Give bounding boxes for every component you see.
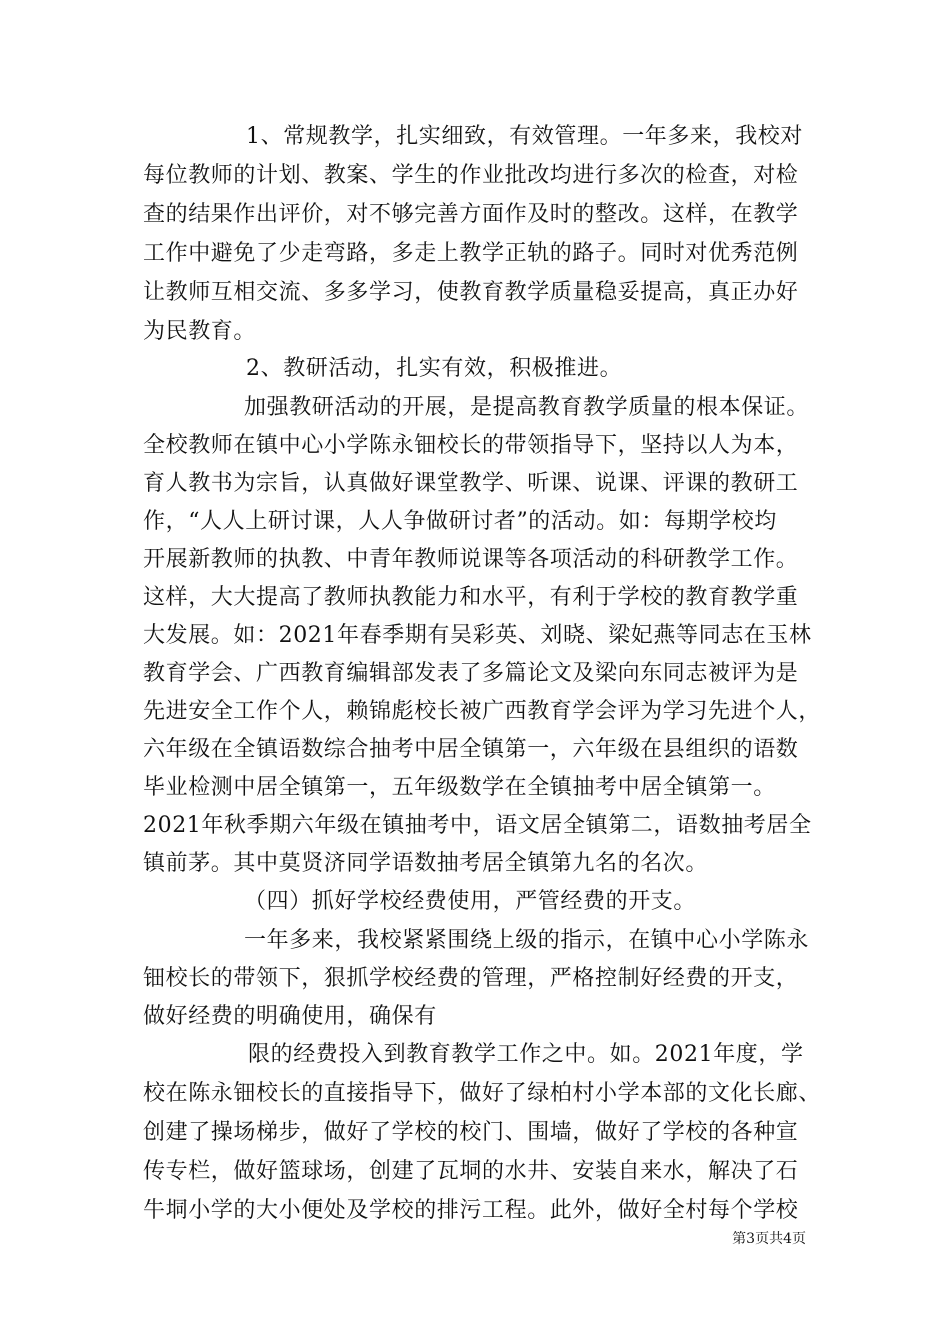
paragraph-line: 加强教研活动的开展，是提高教育教学质量的根本保证。 — [244, 395, 810, 420]
page-number: 第3页共4页 — [732, 1231, 806, 1247]
paragraph-line: 先进安全工作个人，赖锦彪校长被广西教育学会评为学习先进个人， — [143, 699, 822, 724]
paragraph-line: 让教师互相交流、多多学习，使教育教学质量稳妥提高，真正办好 — [143, 280, 799, 305]
paragraph-line: 工作中避免了少走弯路，多走上教学正轨的路子。同时对优秀范例 — [143, 241, 799, 266]
paragraph-line: 每位教师的计划、教案、学生的作业批改均进行多次的检查，对检 — [143, 163, 799, 188]
paragraph-line: 查的结果作出评价，对不够完善方面作及时的整改。这样，在教学 — [143, 202, 799, 227]
paragraph-line: 钿校长的带领下，狠抓学校经费的管理，严格控制好经费的开支， — [143, 966, 799, 991]
paragraph-line: 镇前茅。其中莫贤济同学语数抽考居全镇第九名的名次。 — [143, 851, 709, 876]
paragraph-line: 作，“人人上研讨课，人人争做研讨者”的活动。如：每期学校均 — [143, 509, 777, 534]
paragraph-line: 六年级在全镇语数综合抽考中居全镇第一，六年级在县组织的语数 — [143, 737, 799, 762]
paragraph-line: 一年多来，我校紧紧围绕上级的指示，在镇中心小学陈永 — [244, 928, 810, 953]
section-heading: 2、教研活动，扎实有效，积极推进。 — [246, 356, 623, 381]
paragraph-line: 限的经费投入到教育教学工作之中。如。2021年度，学 — [248, 1042, 804, 1067]
paragraph-line: 这样，大大提高了教师执教能力和水平，有利于学校的教育教学重 — [143, 585, 799, 610]
section-heading: （四）抓好学校经费使用，严管经费的开支。 — [244, 889, 697, 914]
paragraph-line: 2021年秋季期六年级在镇抽考中，语文居全镇第二，语数抽考居全 — [143, 813, 812, 838]
paragraph-line: 育人教书为宗旨，认真做好课堂教学、听课、说课、评课的教研工 — [143, 471, 799, 496]
paragraph-line: 牛垌小学的大小便处及学校的排污工程。此外，做好全村每个学校 — [143, 1198, 799, 1223]
paragraph-line: 为民教育。 — [143, 319, 257, 344]
paragraph-line: 毕业检测中居全镇第一，五年级数学在全镇抽考中居全镇第一。 — [143, 775, 776, 800]
paragraph-line: 1、常规教学，扎实细致，有效管理。一年多来，我校对 — [246, 124, 803, 149]
paragraph-line: 校在陈永钿校长的直接指导下，做好了绿柏村小学本部的文化长廊、 — [143, 1081, 822, 1106]
paragraph-line: 做好经费的明确使用，确保有 — [143, 1004, 437, 1029]
paragraph-line: 创建了操场梯步，做好了学校的校门、围墙，做好了学校的各种宣 — [143, 1120, 799, 1145]
paragraph-line: 全校教师在镇中心小学陈永钿校长的带领指导下，坚持以人为本， — [143, 433, 799, 458]
paragraph-line: 教育学会、广西教育编辑部发表了多篇论文及梁向东同志被评为是 — [143, 661, 799, 686]
paragraph-line: 开展新教师的执教、中青年教师说课等各项活动的科研教学工作。 — [143, 547, 799, 572]
paragraph-line: 大发展。如：2021年春季期有吴彩英、刘晓、梁妃燕等同志在玉林 — [143, 623, 812, 648]
paragraph-line: 传专栏，做好篮球场，创建了瓦垌的水井、安装自来水，解决了石 — [143, 1159, 799, 1184]
